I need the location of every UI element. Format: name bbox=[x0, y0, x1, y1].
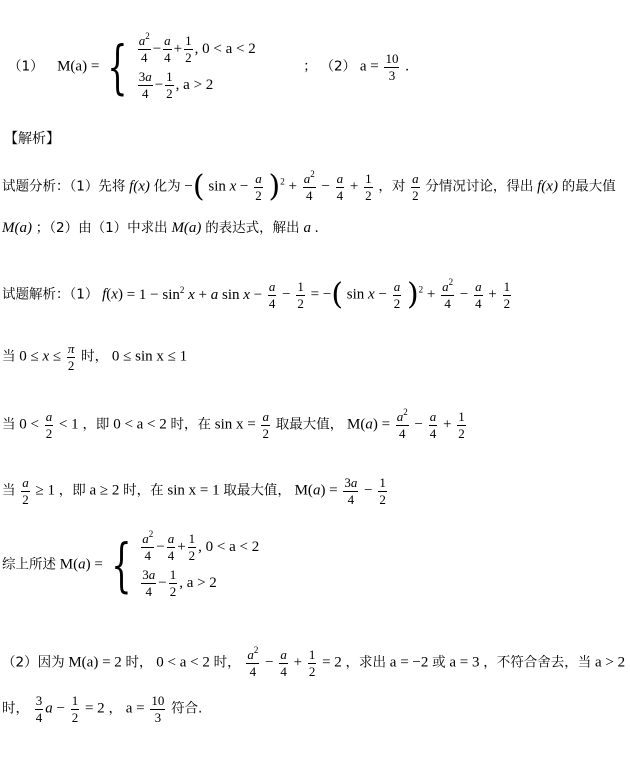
part2-cond: a > 2 bbox=[594, 654, 626, 671]
summary-brace: { bbox=[110, 531, 132, 600]
answer-case-2: $\frac{3a}{4}$ − $\frac{1}{2}$ , a > 2 bbox=[138, 69, 214, 101]
when3-text2: 取最大值， bbox=[223, 482, 291, 499]
analysis-line2-Ma-2: M(a) bbox=[171, 220, 202, 236]
solution-summary: 综上所述 M(a) = { $\frac{a^2}{4}$ − $\frac{a}{4}$ + $\frac{1}{2}$ , 0 < a < 2 $\frac{3a}{4}$ − $\frac{1}{2}$ , a > 2 bbox=[2, 529, 260, 600]
when3-range: a ≥ 2 bbox=[89, 482, 120, 499]
when2-prefix: 当 bbox=[2, 416, 16, 433]
when3-sin: sin x = 1 bbox=[167, 482, 220, 499]
part2-aeq: a = bbox=[125, 700, 145, 717]
answer-case-1: $\frac{a^2}{4}$ − $\frac{a}{4}$ + $\frac{1}{2}$ , 0 < a < 2 bbox=[138, 31, 256, 65]
analysis-line2-a: a bbox=[303, 220, 311, 236]
part2-a: （2）因为 bbox=[2, 654, 65, 671]
analysis-fx: f(x) bbox=[129, 178, 150, 195]
when3-mid: ，即 bbox=[58, 482, 86, 499]
answer-piecewise bbox=[136, 31, 256, 101]
answer-case1-cond: , 0 < a < 2 bbox=[194, 40, 256, 57]
answer-a-eq: a = bbox=[359, 58, 379, 75]
part2-line-1: （2）因为 M(a) = 2 时， 0 < a < 2 时， $\frac{a^2}{4}$ − $\frac{a}{4}$ + $\frac{1}{2}$ = 2 ，求出 a = −2 或 a = 3 ，不符合舍去，当 a > 2 bbox=[2, 645, 626, 679]
answer-part2-label: （2） bbox=[320, 58, 357, 75]
solution-when-3: 当 $\frac{a}{2}$ ≥ 1 ，即 a ≥ 2 时，在 sin x = 1 取最大值， M(a) = $\frac{3a}{4}$ − $\frac{1}{2}$ bbox=[2, 475, 386, 507]
when2-mid: ，即 bbox=[82, 416, 110, 433]
summary-prefix: 综上所述 bbox=[2, 556, 56, 573]
analysis-mid2: ，对 bbox=[378, 178, 406, 195]
when2-range: 0 < a < 2 bbox=[113, 416, 167, 433]
summary-case1-cond: , 0 < a < 2 bbox=[198, 538, 260, 555]
analysis-line-2 bbox=[2, 221, 318, 236]
part2-d: ，求出 bbox=[345, 654, 387, 671]
analysis-line2-end: . bbox=[314, 220, 319, 236]
analysis-prefix: 试题分析：（1）先将 bbox=[2, 178, 126, 195]
answer-a-num: 10 bbox=[385, 51, 399, 67]
part2-or: 或 bbox=[432, 654, 446, 671]
analysis-mid3: 分情况讨论，得出 bbox=[425, 178, 534, 195]
answer-case2-cond: , a > 2 bbox=[175, 76, 214, 93]
answer-end: . bbox=[405, 58, 409, 75]
part2-line-2: 时， $\frac{3}{4}$ a − $\frac{1}{2}$ = 2 ， a = $\frac{10}{3}$ 符合. bbox=[2, 693, 203, 725]
part2-a-den: 3 bbox=[154, 709, 162, 725]
part2-e: ，不符合舍去，当 bbox=[483, 654, 592, 671]
summary-case2-cond: , a > 2 bbox=[179, 574, 217, 591]
solution-line-1: 试题解析：（1） $f(x) = 1 - \sin^2 x + a$ sin x − $\frac{a}{4}$ − $\frac{1}{2}$ = −( sin x − $\frac{a}{2}$ )$^2$ + $\frac{a^2}{4}$ − $\frac{a}{4}$ + $\frac{1}{2}$ bbox=[2, 277, 511, 313]
answer-line bbox=[8, 31, 409, 102]
when1-prefix: 当 bbox=[2, 348, 16, 365]
summary-case-2: $\frac{3a}{4}$ − $\frac{1}{2}$ , a > 2 bbox=[142, 567, 217, 599]
summary-case-1: $\frac{a^2}{4}$ − $\frac{a}{4}$ + $\frac{1}{2}$ , 0 < a < 2 bbox=[142, 529, 260, 563]
when3-text1: 时，在 bbox=[123, 482, 164, 499]
analysis-line2-mid2: 的表达式，解出 bbox=[205, 220, 300, 236]
part2-eq2: = 2 bbox=[322, 654, 342, 671]
when2-text2: 取最大值， bbox=[275, 416, 344, 433]
answer-part1-label: （1） bbox=[8, 58, 44, 75]
part2-line2-a: 时， bbox=[2, 700, 29, 717]
solution-prefix: 试题解析：（1） bbox=[2, 286, 99, 303]
solution-when-1: 当 0 ≤ x ≤ $\frac{\pi}{2}$ 时， 0 ≤ sin x ≤ 1 bbox=[2, 341, 188, 373]
when2-text1: 时，在 bbox=[170, 416, 212, 433]
analysis-line-1: 试题分析：（1）先将 f(x) 化为 −( sin x − $\frac{a}{2}$ )$^2$ + $\frac{a^2}{4}$ − $\frac{a}{4}$ + $\frac{1}{2}$ ，对 $\frac{a}{2}$ 分情况讨论，得出 f(x) 的最大值 bbox=[2, 169, 616, 205]
solution-when-2: 当 0 < $\frac{a}{2}$ < 1 ，即 0 < a < 2 时，在 sin x = $\frac{a}{2}$ 取最大值， M(a) = $\frac{a^2}{4}$ − $\frac{a}{4}$ + $\frac{1}{2}$ bbox=[2, 407, 465, 441]
when3-ge: ≥ 1 bbox=[35, 482, 55, 499]
analysis-fx-2: f(x) bbox=[537, 178, 558, 195]
part2-sol2: a = 3 bbox=[449, 654, 480, 671]
part2-b: 时， bbox=[125, 654, 153, 671]
section-title: 【解析】 bbox=[4, 131, 60, 147]
answer-sep: ； bbox=[303, 58, 317, 75]
answer-M-a: M(a) = bbox=[57, 58, 100, 75]
part2-range: 0 < a < 2 bbox=[156, 654, 210, 671]
answer-a-den: 3 bbox=[388, 67, 396, 83]
part2-sol: a = −2 bbox=[389, 654, 429, 671]
analysis-mid1: 化为 bbox=[153, 178, 181, 195]
part2-a-num: 10 bbox=[151, 693, 165, 708]
answer-brace: { bbox=[107, 33, 128, 102]
analysis-line2-mid1: ；（2）由（1）中求出 bbox=[35, 220, 168, 236]
when2-sin: sin x = bbox=[214, 416, 256, 433]
part2-eq3: = 2 bbox=[84, 700, 105, 717]
when1-text: 时， bbox=[81, 348, 109, 365]
analysis-mid4: 的最大值 bbox=[561, 178, 616, 195]
part2-line2-b: ， bbox=[108, 700, 122, 717]
analysis-line2-Ma: M(a) bbox=[2, 220, 32, 236]
when3-prefix: 当 bbox=[2, 482, 16, 499]
part2-line2-c: 符合. bbox=[171, 700, 203, 717]
part2-Ma2: M(a) = 2 bbox=[68, 654, 122, 671]
summary-piecewise bbox=[139, 529, 260, 599]
part2-c: 时， bbox=[213, 654, 241, 671]
when1-range: 0 ≤ sin x ≤ 1 bbox=[111, 348, 188, 365]
